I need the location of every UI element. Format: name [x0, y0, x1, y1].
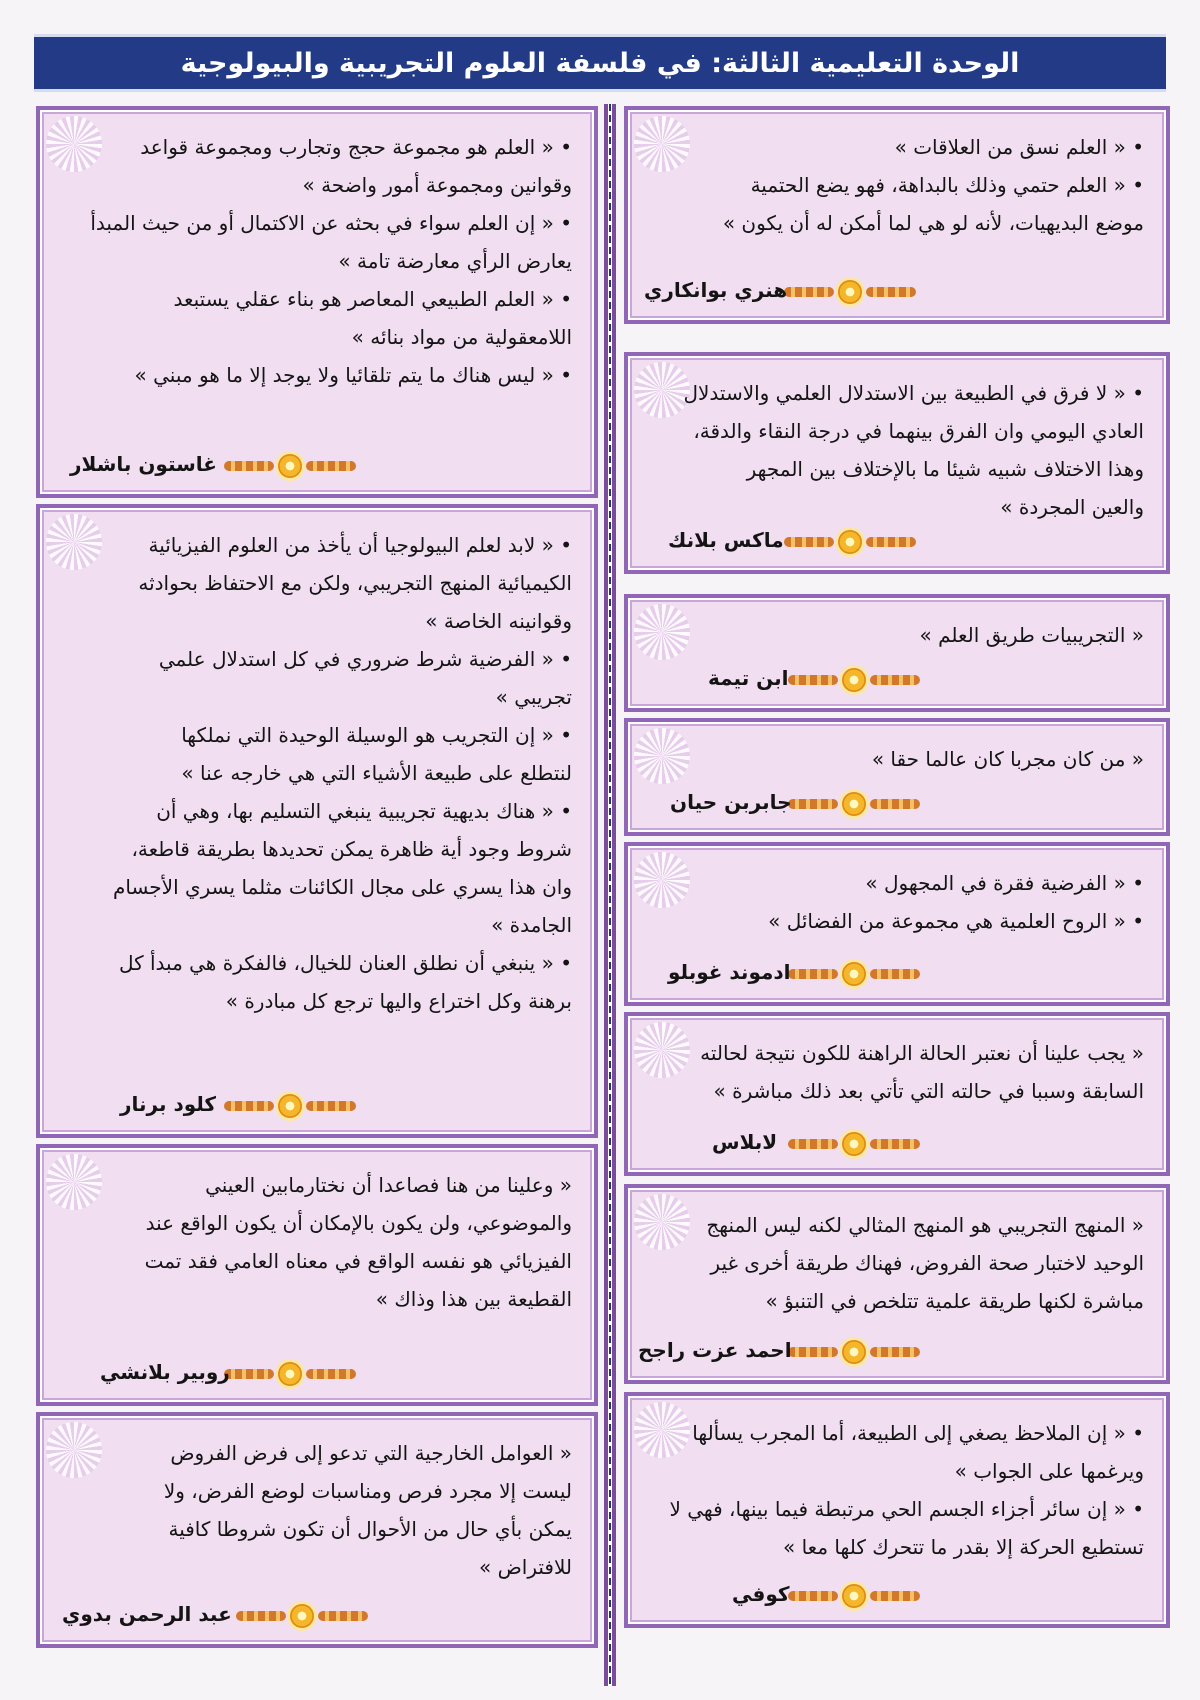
author-name: ماكس بلانك	[668, 528, 784, 552]
quote-line: • « ينبغي أن نطلق العنان للخيال، فالفكرة هي مبدأ كل	[118, 951, 572, 975]
quote-line: والموضوعي، ولن يكون بالإمكان أن يكون الواقع عند	[145, 1211, 572, 1235]
quote-line: • « العلم الطبيعي المعاصر هو بناء عقلي يستبعد	[173, 287, 572, 311]
rope-ornament-icon	[788, 1338, 920, 1366]
rope-ornament-icon	[784, 278, 916, 306]
quote-card-planck	[624, 352, 1170, 574]
author-row	[40, 1596, 594, 1632]
author-name: هنري بوانكاري	[644, 278, 788, 302]
author-name: ابن تيمة	[708, 666, 789, 690]
rope-ornament-icon	[224, 1092, 356, 1120]
author-row	[628, 954, 1166, 990]
quote-line: الوحيد لاختبار صحة الفروض، فهناك طريقة أخرى غير	[710, 1251, 1144, 1275]
quote-line: وقوانينه الخاصة »	[425, 609, 572, 633]
quote-line: وهذا الاختلاف شبيه شيئا ما بالإختلاف بين المجهر	[746, 457, 1144, 481]
quote-line: مباشرة لكنها طريقة علمية تتلخص في التنبؤ »	[765, 1289, 1144, 1313]
quote-line: ليست إلا مجرد فرص ومناسبات لوضع الفرض، ولا	[163, 1479, 572, 1503]
author-row	[40, 446, 594, 482]
rope-ornament-icon	[788, 666, 920, 694]
column-divider	[604, 104, 616, 1686]
author-name: احمد عزت راجح	[638, 1338, 792, 1362]
quote-line: « المنهج التجريبي هو المنهج المثالي لكنه ليس المنهج	[706, 1213, 1144, 1237]
rope-ornament-icon	[224, 452, 356, 480]
quote-card-laplace	[624, 1012, 1170, 1176]
rope-ornament-icon	[788, 1582, 920, 1610]
quote-line: يمكن بأي حال من الأحوال أن تكون شروطا كافية	[168, 1517, 572, 1541]
quote-card-bernard	[36, 504, 598, 1138]
quote-line: • « إن التجريب هو الوسيلة الوحيدة التي نملكها	[181, 723, 572, 747]
quote-line: • « لابد لعلم البيولوجيا أن يأخذ من العلوم الفيزيائية	[148, 533, 572, 557]
author-row	[628, 522, 1166, 558]
quote-card-jabir	[624, 718, 1170, 836]
quote-line: برهنة وكل اختراع واليها ترجع كل مبادرة »	[225, 989, 572, 1013]
quote-line: • « هناك بديهية تجريبية ينبغي التسليم بها، وهي أن	[156, 799, 572, 823]
author-row	[628, 784, 1166, 820]
author-name: لابلاس	[712, 1130, 778, 1154]
author-row	[628, 1124, 1166, 1160]
quote-line: لنتطلع على طبيعة الأشياء التي هي خارجه عنا »	[181, 761, 572, 785]
quote-line: • « الفرضية فقرة في المجهول »	[865, 871, 1144, 895]
quote-line: الكيميائية المنهج التجريبي، ولكن مع الاحتفاظ بحوادثه	[138, 571, 572, 595]
rope-ornament-icon	[788, 790, 920, 818]
quote-line: العادي اليومي وان الفرق بينهما في درجة النقاء والدقة،	[693, 419, 1144, 443]
quote-line: اللامعقولية من مواد بنائه »	[351, 325, 572, 349]
quote-card-poincare	[624, 106, 1170, 324]
quote-line: وان هذا يسري على مجال الكائنات مثلما يسري الأجسام	[112, 875, 572, 899]
quote-line: • « إن سائر أجزاء الجسم الحي مرتبطة فيما بينها، فهي لا	[669, 1497, 1144, 1521]
quote-card-cuvier	[624, 1392, 1170, 1628]
quote-line: « وعلينا من هنا فصاعدا أن نختارمابين العيني	[205, 1173, 572, 1197]
author-name: روبير بلانشي	[100, 1360, 230, 1384]
header-banner	[34, 34, 1166, 92]
quote-line: « التجريبيات طريق العلم »	[919, 623, 1144, 647]
quote-line: الجامدة »	[491, 913, 572, 937]
author-name: عبد الرحمن بدوي	[62, 1602, 232, 1626]
quote-line: الفيزيائي هو نفسه الواقع في معناه العامي فقد تمت	[144, 1249, 572, 1273]
author-row	[40, 1086, 594, 1122]
quote-line: « من كان مجربا كان عالما حقا »	[871, 747, 1144, 771]
quote-card-bachelard	[36, 106, 598, 498]
author-name: كلود برنار	[120, 1092, 217, 1116]
quote-card-blanche	[36, 1144, 598, 1406]
author-row	[628, 660, 1166, 696]
quote-line: • « الفرضية شرط ضروري في كل استدلال علمي	[158, 647, 572, 671]
author-name: ادموند غوبلو	[668, 960, 791, 984]
quote-line: تستطيع الحركة إلا بقدر ما تتحرك كلها معا »	[782, 1535, 1144, 1559]
quote-line: والعين المجردة »	[1000, 495, 1144, 519]
quote-line: • « إن العلم سواء في بحثه عن الاكتمال أو من حيث المبدأ	[90, 211, 572, 235]
quote-card-ibn-taymiyya	[624, 594, 1170, 712]
rope-ornament-icon	[788, 960, 920, 988]
author-name: كوفي	[732, 1582, 790, 1606]
quote-line: يعارض الرأي معارضة تامة »	[338, 249, 572, 273]
quote-line: • « العلم نسق من العلاقات »	[894, 135, 1144, 159]
quote-line: • « الروح العلمية هي مجموعة من الفضائل »	[768, 909, 1144, 933]
quote-line: « يجب علينا أن نعتبر الحالة الراهنة للكون نتيجة لحالته	[700, 1041, 1144, 1065]
author-row	[40, 1354, 594, 1390]
quote-line: موضع البديهيات، لأنه لو هي لما أمكن له أن يكون »	[722, 211, 1144, 235]
quote-line: • « إن الملاحظ يصغي إلى الطبيعة، أما المجرب يسألها	[692, 1421, 1144, 1445]
quote-line: القطيعة بين هذا وذاك »	[375, 1287, 572, 1311]
rope-ornament-icon	[224, 1360, 356, 1388]
author-row	[628, 1332, 1166, 1368]
author-name: غاستون باشلار	[70, 452, 217, 476]
page-title: الوحدة التعليمية الثالثة: في فلسفة العلوم التجريبية والبيولوجية	[180, 47, 1020, 79]
quote-line: شروط وجود أية ظاهرة يمكن تحديدها بطريقة قاطعة،	[131, 837, 572, 861]
quote-line: • « لا فرق في الطبيعة بين الاستدلال العلمي والاستدلال	[683, 381, 1144, 405]
author-name: جابربن حيان	[670, 790, 792, 814]
quote-line: • « العلم هو مجموعة حجج وتجارب ومجموعة قواعد	[140, 135, 572, 159]
quote-card-rajeh	[624, 1184, 1170, 1384]
rope-ornament-icon	[784, 528, 916, 556]
quote-line: تجريبي »	[495, 685, 572, 709]
quote-line: « العوامل الخارجية التي تدعو إلى فرض الفروض	[170, 1441, 572, 1465]
quote-line: السابقة وسببا في حالته التي تأتي بعد ذلك مباشرة »	[713, 1079, 1144, 1103]
quote-card-goblot	[624, 842, 1170, 1006]
quote-line: ويرغمها على الجواب »	[954, 1459, 1144, 1483]
quote-line: وقوانين ومجموعة أمور واضحة »	[302, 173, 572, 197]
author-row	[628, 1576, 1166, 1612]
rope-ornament-icon	[236, 1602, 368, 1630]
quote-line: • « ليس هناك ما يتم تلقائيا ولا يوجد إلا ما هو مبني »	[134, 363, 572, 387]
quote-line: • « العلم حتمي وذلك بالبداهة، فهو يضع الحتمية	[750, 173, 1144, 197]
quote-card-badawi	[36, 1412, 598, 1648]
quote-line: للافتراض »	[479, 1555, 572, 1579]
rope-ornament-icon	[788, 1130, 920, 1158]
author-row	[628, 272, 1166, 308]
